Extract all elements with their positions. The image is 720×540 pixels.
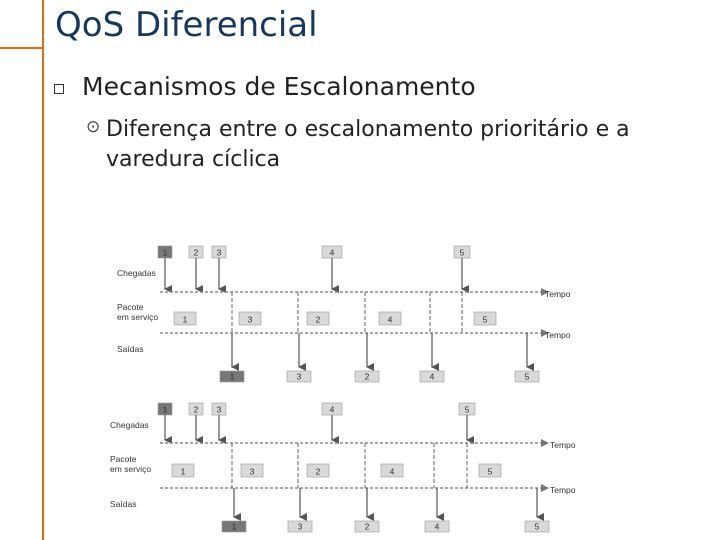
- panel2-service-box-5-label: 5: [487, 466, 493, 477]
- panel1-departure-box-2-label: 2: [364, 371, 370, 382]
- panel2-arrival-box-5-label: 5: [464, 404, 470, 415]
- panel1-arrival-box-4-label: 4: [329, 247, 335, 258]
- panel2-time-label-1: Tempo: [550, 440, 576, 450]
- panel2-service-box-3-label: 3: [249, 466, 255, 477]
- panel1-time-label-1: Tempo: [545, 289, 571, 299]
- panel2-time-label-2: Tempo: [550, 485, 576, 495]
- panel1-service-box-1-label: 1: [182, 314, 188, 325]
- slide-title: QoS Diferencial: [55, 5, 318, 45]
- panel1-departure-box-4-label: 4: [429, 371, 435, 382]
- panel1-service-box-3-label: 3: [247, 314, 253, 325]
- panel2-arrivals-label: Chegadas: [110, 420, 149, 430]
- bullet-level1-text: Mecanismos de Escalonamento: [82, 72, 476, 101]
- panel1-arrivals-label: Chegadas: [117, 268, 156, 278]
- panel2-departure-box-3-label: 3: [297, 521, 303, 532]
- panel2-arrival-box-2-label: 2: [193, 404, 199, 415]
- panel2-service-box-1-label: 1: [180, 466, 186, 477]
- panel2-departure-box-5-label: 5: [534, 521, 540, 532]
- panel2-arrival-box-4-label: 4: [329, 404, 335, 415]
- panel1-arrival-box-1-label: 1: [162, 247, 168, 258]
- panel1-arrival-box-5-label: 5: [459, 247, 465, 258]
- panel2-arrival-box-1-label: 1: [162, 404, 168, 415]
- panel1-time-label-2: Tempo: [545, 330, 571, 340]
- panel2-departure-box-2-label: 2: [364, 521, 370, 532]
- panel2-in-service-label-1: Pacote: [110, 454, 137, 464]
- panel1-departure-box-1-label: 1: [229, 371, 235, 382]
- panel1-departures-label: Saídas: [117, 344, 144, 354]
- panel1-departure-box-3-label: 3: [296, 371, 302, 382]
- panel2-in-service-label-2: em serviço: [110, 464, 152, 474]
- panel2-departures-label: Saídas: [110, 499, 137, 509]
- panel2-service-box-4-label: 4: [389, 466, 395, 477]
- panel2-service-box-2-label: 2: [315, 466, 321, 477]
- panel1-in-service-label-1: Pacote: [117, 302, 144, 312]
- panel1-service-box-5-label: 5: [482, 314, 488, 325]
- panel1-arrival-box-2-label: 2: [193, 247, 199, 258]
- panel1-arrival-box-3-label: 3: [216, 247, 222, 258]
- panel1-departure-box-5-label: 5: [524, 371, 530, 382]
- panel1-service-box-4-label: 4: [387, 314, 393, 325]
- panel2-departure-box-1-label: 1: [231, 521, 237, 532]
- bullet-target-icon: ⊙: [86, 117, 101, 137]
- panel1-in-service-label-2: em serviço: [117, 312, 159, 322]
- panel2-arrival-box-3-label: 3: [216, 404, 222, 415]
- panel1-service-box-2-label: 2: [315, 314, 321, 325]
- panel2-departure-box-4-label: 4: [434, 521, 440, 532]
- bullet-level2-text: Diferença entre o escalonamento prioritário e a varedura cíclica: [106, 117, 630, 172]
